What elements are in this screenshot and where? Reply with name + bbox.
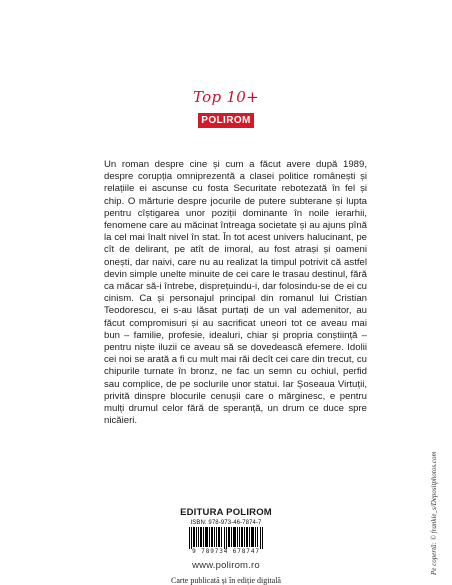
website-url: www.polirom.ro <box>192 560 260 571</box>
barcode-block <box>187 520 265 555</box>
digital-edition-note: Carte publicată și în ediție digitală <box>171 576 281 585</box>
publisher-name: EDITURA POLIROM <box>180 507 272 518</box>
isbn-text: ISBN: 978-973-46-7874-7 <box>190 520 262 526</box>
polirom-logo: POLIROM <box>198 113 254 128</box>
blurb-text: Un roman despre cine și cum a făcut avere după 1989, despre corupția omniprezentă a clasei politice românești și relațiile ei ascunse cu fosta Securitate rebotezată în fel și chip. O mărturie despre jocurile de putere subterane și lupta pentru cîștigarea unor poziții dominante în noile ierarhii, fenomene care au măcinat întreaga societate și au ajuns pînă la cel mai înalt nivel în stat. În tot acest univers halucinant, pe cît de delirant, pe atît de imoral, au fost atrași și oameni onești, dar naivi, care nu au realizat la timpul potrivit că astfel devin simple unelte minuite de cei care le trasau destinul, fără ca măcar să-i întrebe, disprețuindu-i, dar folosindu-se de ei cu cinism. Ca și personajul principal din romanul lui Cristian Teodorescu, ei s-au lăsat purtați de un val ademenitor, au făcut compromisuri și au sacrificat uneori tot ce aveau mai bun – familie, profesie, idealuri, chiar și propria conștiință – pentru niște iluzii ce aveau să se dovedească efemere. Idolii cei noi se arată a fi cu mult mai răi decît cei care din trecut, cu chipurile turnate în bronz, ne fac un semn cu ochiul, perfid sau complice, de pe soclurile unor statui. Iar Șoseaua Virtuții, privită dinspre blocurile cenușii care o mărginesc, e pentru mulți drumul celor fără de speranță, un drum ce duce spre nicăieri. <box>104 159 367 427</box>
barcode-icon <box>187 527 265 549</box>
series-title: Top 10+ <box>193 88 259 106</box>
cover-photo-credit: Pe copertă: © frankie_s/Depositphotos.com <box>430 451 438 575</box>
ean-digits: 9 789734 678747 <box>192 548 260 555</box>
